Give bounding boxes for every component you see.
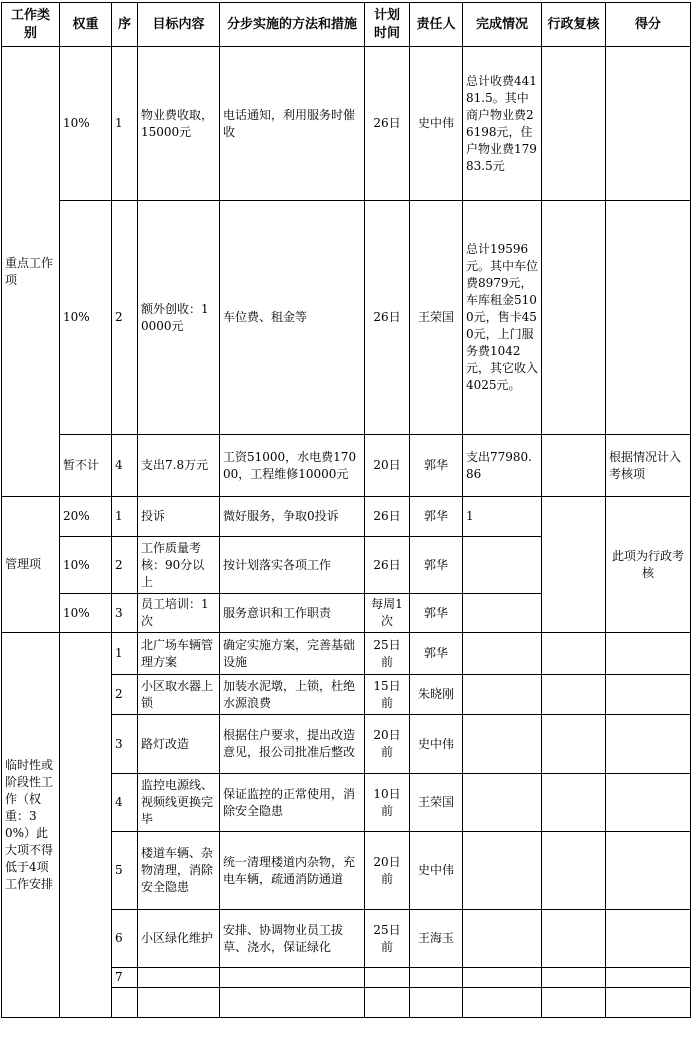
completion-cell bbox=[463, 988, 542, 1018]
target-cell: 小区绿化维护 bbox=[138, 910, 220, 968]
method-cell bbox=[220, 968, 365, 988]
seq-cell bbox=[112, 988, 138, 1018]
method-cell: 安排、协调物业员工拔草、浇水，保证绿化 bbox=[220, 910, 365, 968]
time-cell: 20日前 bbox=[365, 832, 410, 910]
review-cell bbox=[542, 201, 606, 435]
owner-cell: 郭华 bbox=[410, 537, 463, 594]
completion-cell: 支出77980.86 bbox=[463, 435, 542, 497]
review-cell bbox=[542, 715, 606, 774]
header-review: 行政复核 bbox=[542, 3, 606, 47]
seq-cell: 3 bbox=[112, 715, 138, 774]
score-cell bbox=[606, 201, 691, 435]
method-cell: 统一清理楼道内杂物，充电车辆，疏通消防通道 bbox=[220, 832, 365, 910]
completion-cell bbox=[463, 774, 542, 832]
target-cell: 投诉 bbox=[138, 497, 220, 537]
header-target: 目标内容 bbox=[138, 3, 220, 47]
table-row bbox=[2, 435, 691, 497]
header-method: 分步实施的方法和措施 bbox=[220, 3, 365, 47]
header-plan-time: 计划时间 bbox=[365, 3, 410, 47]
review-cell bbox=[542, 910, 606, 968]
method-cell: 车位费、租金等 bbox=[220, 201, 365, 435]
completion-cell bbox=[463, 715, 542, 774]
weight-cell bbox=[60, 633, 112, 1018]
header-seq: 序 bbox=[112, 3, 138, 47]
time-cell: 15日前 bbox=[365, 675, 410, 715]
completion-cell bbox=[463, 675, 542, 715]
owner-cell: 郭华 bbox=[410, 594, 463, 633]
owner-cell: 史中伟 bbox=[410, 47, 463, 201]
time-cell: 25日前 bbox=[365, 910, 410, 968]
seq-cell: 5 bbox=[112, 832, 138, 910]
method-cell: 保证监控的正常使用，消除安全隐患 bbox=[220, 774, 365, 832]
method-cell: 微好服务，争取0投诉 bbox=[220, 497, 365, 537]
review-cell bbox=[542, 988, 606, 1018]
time-cell: 20日 bbox=[365, 435, 410, 497]
time-cell: 25日前 bbox=[365, 633, 410, 675]
table-row bbox=[2, 497, 691, 537]
owner-cell bbox=[410, 968, 463, 988]
target-cell: 路灯改造 bbox=[138, 715, 220, 774]
time-cell bbox=[365, 968, 410, 988]
score-cell bbox=[606, 988, 691, 1018]
completion-cell bbox=[463, 633, 542, 675]
header-score: 得分 bbox=[606, 3, 691, 47]
time-cell: 26日 bbox=[365, 201, 410, 435]
target-cell: 小区取水器上锁 bbox=[138, 675, 220, 715]
owner-cell: 史中伟 bbox=[410, 715, 463, 774]
review-cell bbox=[542, 497, 606, 633]
owner-cell: 郭华 bbox=[410, 497, 463, 537]
score-cell bbox=[606, 47, 691, 201]
review-cell bbox=[542, 435, 606, 497]
owner-cell: 朱晓刚 bbox=[410, 675, 463, 715]
time-cell: 20日前 bbox=[365, 715, 410, 774]
target-cell: 物业费收取，15000元 bbox=[138, 47, 220, 201]
weight-cell: 20% bbox=[60, 497, 112, 537]
weight-cell: 暂不计 bbox=[60, 435, 112, 497]
weight-cell: 10% bbox=[60, 47, 112, 201]
method-cell: 加装水泥墩，上锁，杜绝水源浪费 bbox=[220, 675, 365, 715]
target-cell: 支出7.8万元 bbox=[138, 435, 220, 497]
score-note: 此项为行政考核 bbox=[606, 497, 691, 633]
seq-cell: 4 bbox=[112, 435, 138, 497]
completion-cell: 1 bbox=[463, 497, 542, 537]
owner-cell: 郭华 bbox=[410, 633, 463, 675]
owner-cell: 王海玉 bbox=[410, 910, 463, 968]
completion-cell: 总计19596元。其中车位费8979元，车库租金5100元，售卡450元，上门服务费1042元，其它收入4025元。 bbox=[463, 201, 542, 435]
weight-cell: 10% bbox=[60, 201, 112, 435]
seq-cell: 1 bbox=[112, 47, 138, 201]
table-row bbox=[2, 47, 691, 201]
score-cell bbox=[606, 633, 691, 675]
owner-cell: 王荣国 bbox=[410, 774, 463, 832]
score-cell bbox=[606, 968, 691, 988]
seq-cell: 7 bbox=[112, 968, 138, 988]
owner-cell: 史中伟 bbox=[410, 832, 463, 910]
score-cell bbox=[606, 910, 691, 968]
time-cell bbox=[365, 988, 410, 1018]
score-cell bbox=[606, 675, 691, 715]
completion-cell bbox=[463, 968, 542, 988]
time-cell: 26日 bbox=[365, 537, 410, 594]
completion-cell bbox=[463, 910, 542, 968]
category-key-work: 重点工作项 bbox=[2, 47, 60, 497]
header-owner: 责任人 bbox=[410, 3, 463, 47]
completion-cell: 总计收费44181.5。其中商户物业费26198元，住户物业费17983.5元 bbox=[463, 47, 542, 201]
method-cell bbox=[220, 988, 365, 1018]
time-cell: 26日 bbox=[365, 497, 410, 537]
seq-cell: 6 bbox=[112, 910, 138, 968]
review-cell bbox=[542, 47, 606, 201]
review-cell bbox=[542, 675, 606, 715]
owner-cell bbox=[410, 988, 463, 1018]
review-cell bbox=[542, 633, 606, 675]
target-cell bbox=[138, 968, 220, 988]
review-cell bbox=[542, 774, 606, 832]
seq-cell: 2 bbox=[112, 537, 138, 594]
method-cell: 按计划落实各项工作 bbox=[220, 537, 365, 594]
table-row bbox=[2, 201, 691, 435]
time-cell: 10日前 bbox=[365, 774, 410, 832]
seq-cell: 1 bbox=[112, 633, 138, 675]
score-cell bbox=[606, 715, 691, 774]
header-row bbox=[2, 3, 691, 47]
seq-cell: 3 bbox=[112, 594, 138, 633]
completion-cell bbox=[463, 537, 542, 594]
target-cell: 监控电源线、视频线更换完毕 bbox=[138, 774, 220, 832]
category-management: 管理项 bbox=[2, 497, 60, 633]
table-row bbox=[2, 633, 691, 675]
target-cell: 工作质量考核：90分以上 bbox=[138, 537, 220, 594]
target-cell: 员工培训：1次 bbox=[138, 594, 220, 633]
method-cell: 电话通知，利用服务时催收 bbox=[220, 47, 365, 201]
weight-cell: 10% bbox=[60, 537, 112, 594]
time-cell: 每周1次 bbox=[365, 594, 410, 633]
completion-cell bbox=[463, 594, 542, 633]
seq-cell: 2 bbox=[112, 675, 138, 715]
method-cell: 服务意识和工作职责 bbox=[220, 594, 365, 633]
method-cell: 确定实施方案，完善基础设施 bbox=[220, 633, 365, 675]
seq-cell: 1 bbox=[112, 497, 138, 537]
review-cell bbox=[542, 968, 606, 988]
target-cell: 额外创收：10000元 bbox=[138, 201, 220, 435]
owner-cell: 郭华 bbox=[410, 435, 463, 497]
header-completion: 完成情况 bbox=[463, 3, 542, 47]
header-category: 工作类别 bbox=[2, 3, 60, 47]
work-plan-table bbox=[1, 2, 691, 1018]
header-weight: 权重 bbox=[60, 3, 112, 47]
weight-cell: 10% bbox=[60, 594, 112, 633]
category-temporary: 临时性或阶段性工作（权重：30%）此大项不得低于4项工作安排 bbox=[2, 633, 60, 1018]
seq-cell: 2 bbox=[112, 201, 138, 435]
completion-cell bbox=[463, 832, 542, 910]
method-cell: 根据住户要求，提出改造意见，报公司批准后整改 bbox=[220, 715, 365, 774]
score-cell: 根据情况计入考核项 bbox=[606, 435, 691, 497]
target-cell bbox=[138, 988, 220, 1018]
score-cell bbox=[606, 832, 691, 910]
review-cell bbox=[542, 832, 606, 910]
owner-cell: 王荣国 bbox=[410, 201, 463, 435]
time-cell: 26日 bbox=[365, 47, 410, 201]
seq-cell: 4 bbox=[112, 774, 138, 832]
method-cell: 工资51000，水电费17000，工程维修10000元 bbox=[220, 435, 365, 497]
target-cell: 北广场车辆管理方案 bbox=[138, 633, 220, 675]
target-cell: 楼道车辆、杂物清理，消除安全隐患 bbox=[138, 832, 220, 910]
score-cell bbox=[606, 774, 691, 832]
